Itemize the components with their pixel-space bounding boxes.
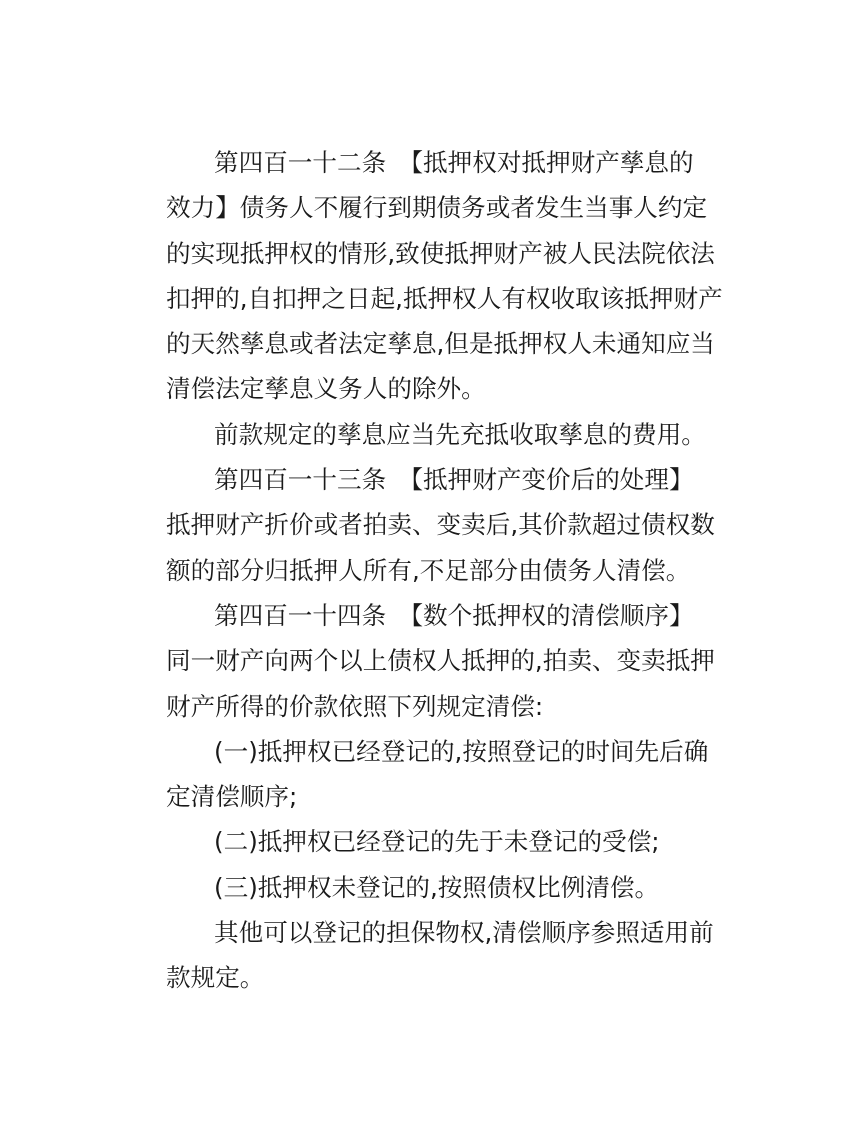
article-414-text-line: 同一财产向两个以上债权人抵押的,拍卖、变卖抵押 xyxy=(166,646,715,676)
law-text xyxy=(166,140,723,1001)
article-414-paragraph-2-continued: 款规定。 xyxy=(166,963,265,993)
article-412-text-line: 清偿法定孳息义务人的除外。 xyxy=(166,374,486,404)
article-414-item-3: (三)抵押权未登记的,按照债权比例清偿。 xyxy=(214,872,660,902)
article-412-text-line: 的实现抵押权的情形,致使抵押财产被人民法院依法 xyxy=(166,238,715,268)
article-414-item-1-continued: 定清偿顺序; xyxy=(166,782,298,812)
article-412-text-line: 的天然孳息或者法定孳息,但是抵押权人未通知应当 xyxy=(166,329,715,359)
article-413-heading-line: 第四百一十三条 【抵押财产变价后的处理】 xyxy=(214,465,694,495)
article-414-heading-line: 第四百一十四条 【数个抵押权的清偿顺序】 xyxy=(214,600,694,630)
article-412-paragraph-2: 前款规定的孳息应当先充抵收取孳息的费用。 xyxy=(214,419,706,449)
article-414-paragraph-2: 其他可以登记的担保物权,清偿顺序参照适用前 xyxy=(214,918,714,948)
article-414-item-1: (一)抵押权已经登记的,按照登记的时间先后确 xyxy=(214,736,709,766)
article-412-heading-line: 第四百一十二条 【抵押权对抵押财产孳息的 xyxy=(214,148,694,177)
article-412-text-line: 效力】债务人不履行到期债务或者发生当事人约定 xyxy=(166,193,708,223)
article-414-item-2: (二)抵押权已经登记的先于未登记的受偿; xyxy=(214,827,660,857)
article-413-text-line: 额的部分归抵押人所有,不足部分由债务人清偿。 xyxy=(166,555,691,585)
article-413-text-line: 抵押财产折价或者拍卖、变卖后,其价款超过债权数 xyxy=(166,510,715,540)
article-412-text-line: 扣押的,自扣押之日起,抵押权人有权收取该抵押财产 xyxy=(166,283,723,313)
article-414-text-line: 财产所得的价款依照下列规定清偿: xyxy=(166,691,544,721)
